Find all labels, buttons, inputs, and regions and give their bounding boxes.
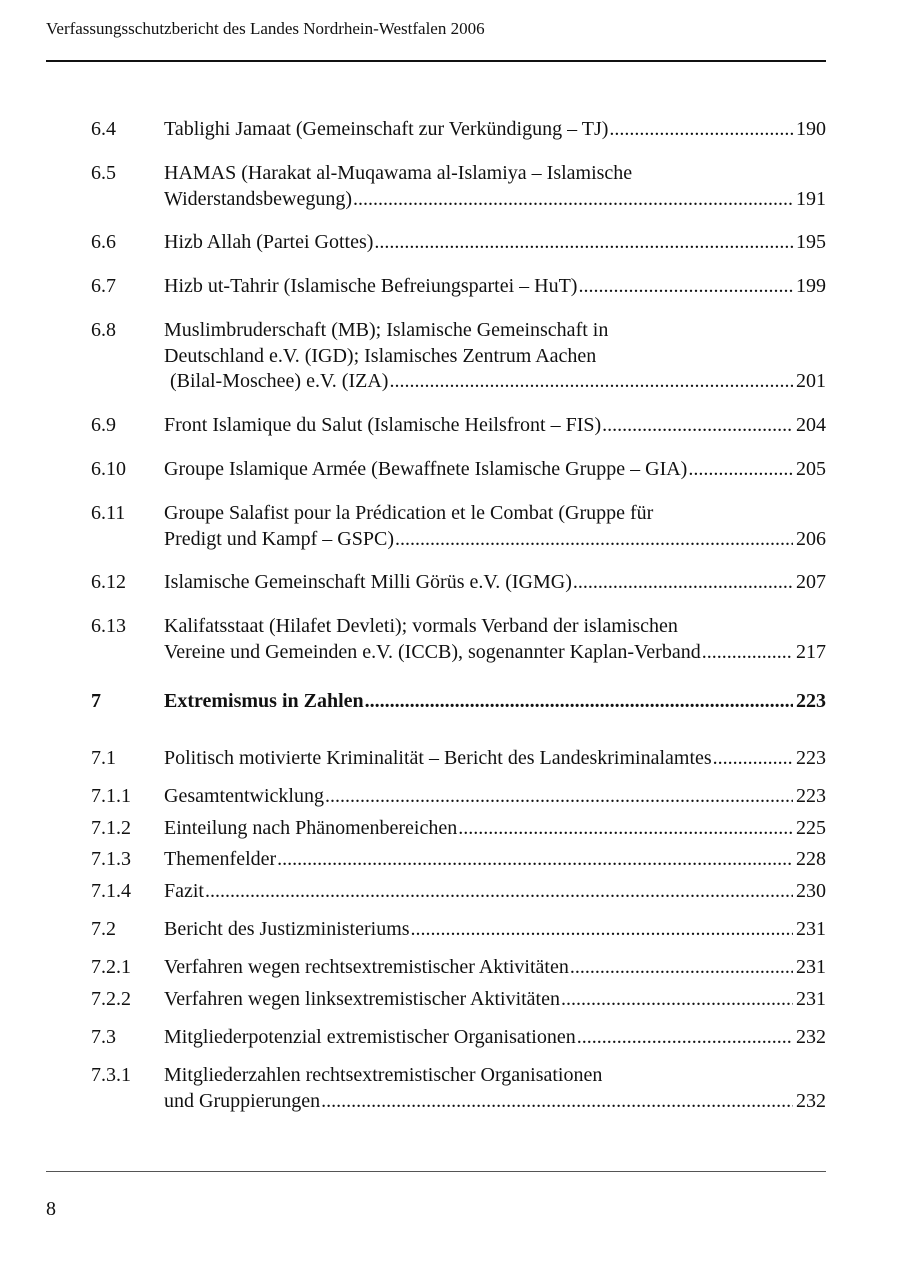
- toc-section-number: 6.12: [91, 571, 126, 593]
- toc-entry[interactable]: [91, 879, 826, 905]
- toc-section-number: 6.8: [91, 319, 116, 341]
- dot-leader: [577, 1025, 793, 1051]
- toc-title: [164, 689, 826, 715]
- toc-page-number: 205: [796, 458, 826, 480]
- toc-title-line: Verfahren wegen rechtsextremistischer Aktivitäten: [164, 956, 569, 978]
- toc-title-line: Islamische Gemeinschaft Milli Görüs e.V. (IGMG): [164, 571, 572, 593]
- toc-title-line: Hizb ut-Tahrir (Islamische Befreiungspartei – HuT): [164, 275, 578, 297]
- toc-section-number: 6.11: [91, 502, 126, 524]
- toc-entry[interactable]: [91, 1063, 826, 1114]
- toc-entry[interactable]: [91, 816, 826, 842]
- toc-section-number: 7.2.2: [91, 988, 131, 1010]
- toc-page-number: 231: [796, 988, 826, 1010]
- dot-leader: [374, 230, 793, 256]
- toc-section-number: 7.2.1: [91, 956, 131, 978]
- toc-page-number: 230: [796, 880, 826, 902]
- toc-title-line: und Gruppierungen: [164, 1089, 321, 1112]
- toc-title-line: Mitgliederpotenzial extremistischer Organisationen: [164, 1026, 576, 1048]
- toc-title: [164, 987, 826, 1013]
- dot-leader: [411, 917, 793, 943]
- toc-title-line: HAMAS (Harakat al-Muqawama al-Islamiya – Islamische: [164, 162, 633, 184]
- toc-page-number: 195: [796, 231, 826, 253]
- toc-section-number: 7.2: [91, 918, 116, 940]
- toc-page-number: 204: [796, 414, 826, 436]
- toc-section-number: 6.9: [91, 414, 116, 436]
- toc-page-number: 231: [796, 956, 826, 978]
- toc-section-number: 7.1.4: [91, 880, 131, 902]
- toc-page-number: 199: [796, 275, 826, 297]
- toc-section-number: 6.10: [91, 458, 126, 480]
- toc-title: [164, 117, 826, 143]
- toc-section-number: 6.7: [91, 275, 116, 297]
- dot-leader: [702, 640, 793, 666]
- toc-title-line: Predigt und Kampf – GSPC): [164, 527, 394, 550]
- toc-entry[interactable]: [91, 230, 826, 256]
- toc-entry[interactable]: [91, 117, 826, 143]
- dot-leader: [570, 955, 793, 981]
- toc-entry[interactable]: [91, 501, 826, 552]
- toc-title: [164, 816, 826, 842]
- page-number: 8: [46, 1198, 56, 1220]
- dot-leader: [609, 117, 793, 143]
- dot-leader: [458, 816, 793, 842]
- toc-title: [164, 318, 826, 395]
- toc-entry[interactable]: [91, 457, 826, 483]
- toc-page-number: 225: [796, 817, 826, 839]
- toc-page-number: 223: [796, 785, 826, 807]
- toc-entry[interactable]: [91, 1025, 826, 1051]
- toc-title-line: Politisch motivierte Kriminalität – Bericht des Landeskriminalamtes: [164, 747, 712, 769]
- toc-title: [164, 161, 826, 212]
- dot-leader: [573, 570, 793, 596]
- toc-section-number: 7.3: [91, 1026, 116, 1048]
- dot-leader: [325, 784, 793, 810]
- toc-section-number: 7: [91, 690, 101, 712]
- toc-entry[interactable]: [91, 847, 826, 873]
- dot-leader: [205, 879, 793, 905]
- toc-page-number: 232: [796, 1026, 826, 1048]
- toc-section-number: 7.1.1: [91, 785, 131, 807]
- toc-title-line: Mitgliederzahlen rechtsextremistischer Organisationen: [164, 1064, 603, 1086]
- toc-title: [164, 879, 826, 905]
- dot-leader: [561, 987, 793, 1013]
- toc-title: [164, 955, 826, 981]
- dot-leader: [353, 187, 793, 213]
- toc-section-number: 6.4: [91, 118, 116, 140]
- toc-title-line: Themenfelder: [164, 848, 277, 870]
- toc-page-number: 232: [796, 1089, 826, 1112]
- toc-page-number: 228: [796, 848, 826, 870]
- toc-section-number: 7.1: [91, 747, 116, 769]
- dot-leader: [389, 369, 793, 395]
- toc-title: [164, 457, 826, 483]
- header-rule: [46, 60, 826, 62]
- toc-entry[interactable]: [91, 746, 826, 772]
- dot-leader: [395, 527, 793, 553]
- toc-title-line: Widerstandsbewegung): [164, 187, 353, 210]
- toc-title: [164, 413, 826, 439]
- toc-title: [164, 746, 826, 772]
- toc-page-number: 231: [796, 918, 826, 940]
- toc-section-number: 7.1.2: [91, 817, 131, 839]
- toc-title-line: Gesamtentwicklung: [164, 785, 324, 807]
- toc-entry[interactable]: [91, 987, 826, 1013]
- toc-title-line: Vereine und Gemeinden e.V. (ICCB), sogenannter Kaplan-Verband: [164, 640, 701, 663]
- toc-section-number: 7.1.3: [91, 848, 131, 870]
- toc-page-number: 201: [796, 370, 826, 392]
- toc-title-line: Tablighi Jamaat (Gemeinschaft zur Verkündigung – TJ): [164, 118, 609, 140]
- toc-entry[interactable]: [91, 413, 826, 439]
- toc-page-number: 223: [796, 747, 826, 769]
- toc-title-line: Fazit: [164, 880, 204, 902]
- toc-entry[interactable]: [91, 917, 826, 943]
- toc-title-line: Bericht des Justizministeriums: [164, 918, 410, 940]
- toc-title-line: Groupe Salafist pour la Prédication et le Combat (Gruppe für: [164, 502, 654, 524]
- toc-title: [164, 784, 826, 810]
- toc-title: [164, 1063, 826, 1114]
- dot-leader: [713, 746, 793, 772]
- toc-entry[interactable]: [91, 955, 826, 981]
- toc-title-line: Einteilung nach Phänomenbereichen: [164, 817, 458, 839]
- dot-leader: [365, 689, 793, 715]
- toc-title-line: Kalifatsstaat (Hilafet Devleti); vormals Verband der islamischen: [164, 615, 678, 637]
- toc-entry[interactable]: [91, 318, 826, 395]
- toc-page-number: 207: [796, 571, 826, 593]
- toc-section-number: 7.3.1: [91, 1064, 131, 1086]
- toc-title-line: (Bilal-Moschee) e.V. (IZA): [170, 370, 389, 392]
- toc-title-line: Verfahren wegen linksextremistischer Aktivitäten: [164, 988, 560, 1010]
- toc-title: [164, 230, 826, 256]
- toc-title: [164, 274, 826, 300]
- toc-title: [164, 1025, 826, 1051]
- toc-title: [164, 501, 826, 552]
- toc-entry[interactable]: [91, 570, 826, 596]
- toc-page-number: 191: [796, 187, 826, 210]
- toc-page-number: 217: [796, 640, 826, 663]
- toc-title: [164, 570, 826, 596]
- toc-section-number: 6.13: [91, 615, 126, 637]
- dot-leader: [277, 847, 793, 873]
- toc-title: [164, 917, 826, 943]
- toc-entry[interactable]: [91, 161, 826, 212]
- toc-title-line: Front Islamique du Salut (Islamische Heilsfront – FIS): [164, 414, 602, 436]
- footer-rule: [46, 1171, 826, 1172]
- toc-entry[interactable]: [91, 614, 826, 665]
- dot-leader: [321, 1089, 793, 1115]
- dot-leader: [578, 274, 793, 300]
- toc-entry[interactable]: [91, 689, 826, 715]
- toc-title-line: Extremismus in Zahlen: [164, 690, 364, 712]
- dot-leader: [602, 413, 793, 439]
- toc-title-line: Groupe Islamique Armée (Bewaffnete Islamische Gruppe – GIA): [164, 458, 688, 480]
- toc-page-number: 206: [796, 527, 826, 550]
- running-header: Verfassungsschutzbericht des Landes Nordrhein-Westfalen 2006: [46, 19, 485, 38]
- toc-section-number: 6.5: [91, 162, 116, 184]
- toc-entry[interactable]: [91, 784, 826, 810]
- toc-title: [164, 614, 826, 665]
- toc-title: [164, 847, 826, 873]
- toc-title-line: Hizb Allah (Partei Gottes): [164, 231, 374, 253]
- toc-section-number: 6.6: [91, 231, 116, 253]
- toc-page-number: 223: [796, 690, 826, 712]
- toc-page-number: 190: [796, 118, 826, 140]
- toc-entry[interactable]: [91, 274, 826, 300]
- dot-leader: [688, 457, 793, 483]
- toc-title-line: Muslimbruderschaft (MB); Islamische Gemeinschaft in: [164, 319, 609, 341]
- toc-title-line: Deutschland e.V. (IGD); Islamisches Zentrum Aachen: [164, 344, 597, 367]
